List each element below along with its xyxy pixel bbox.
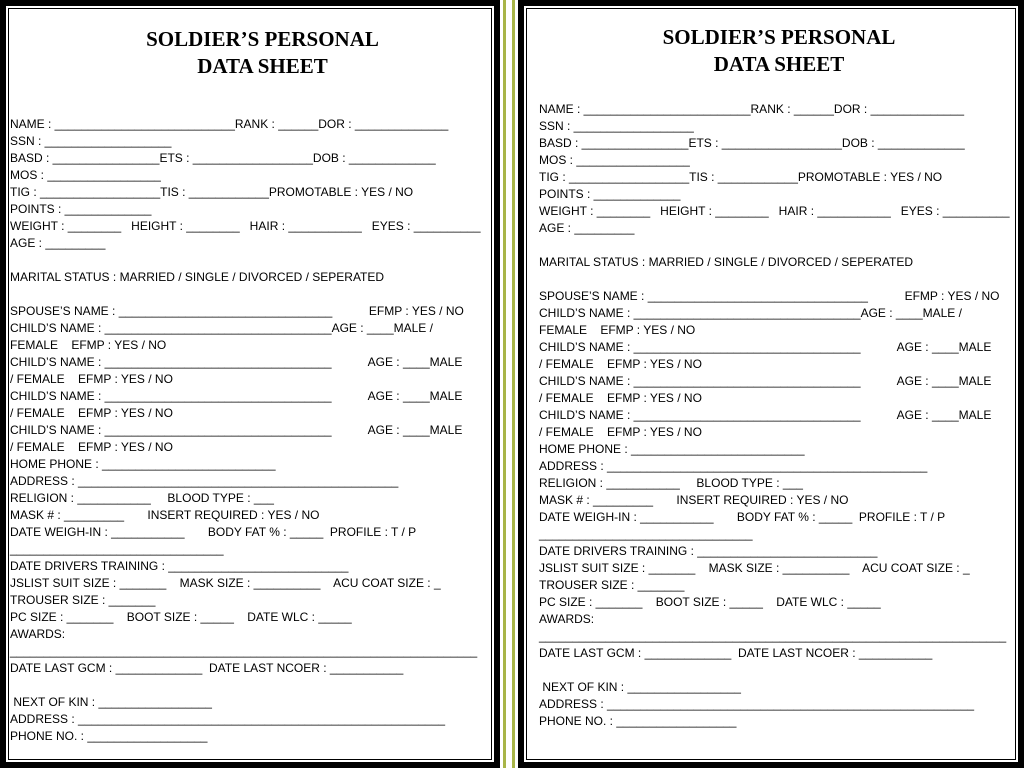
form-line: BASD : ________________ETS : __________________DOB : _____________ <box>10 151 436 165</box>
title-line-2: DATA SHEET <box>713 52 845 76</box>
form-line: TIG : __________________TIS : ____________PROMOTABLE : YES / NO <box>10 185 414 199</box>
form-line: PC SIZE : _______ BOOT SIZE : _____ DATE WLC : _____ <box>10 610 352 624</box>
form-line <box>539 271 1010 288</box>
form-line: ________________________________ <box>10 542 224 556</box>
form-line: DATE DRIVERS TRAINING : ___________________________ <box>10 559 349 573</box>
form-line: ______________________________________________________________________ <box>10 644 478 658</box>
form-line: AWARDS: <box>10 627 66 641</box>
form-line: PHONE NO. : __________________ <box>539 714 737 728</box>
form-line: ADDRESS : _______________________________________________________ <box>10 712 446 726</box>
form-line <box>539 662 1010 679</box>
form-line: TROUSER SIZE : _______ <box>10 593 156 607</box>
form-line: DATE WEIGH-IN : ___________ BODY FAT % : _____ PROFILE : T / P <box>539 510 946 524</box>
form-line: MOS : _________________ <box>539 153 690 167</box>
form-line: / FEMALE EFMP : YES / NO <box>539 425 702 439</box>
form-line: WEIGHT : ________ HEIGHT : ________ HAIR : ___________ EYES : __________ <box>10 219 481 233</box>
form-line: PHONE NO. : __________________ <box>10 729 208 743</box>
form-line: DATE DRIVERS TRAINING : ___________________________ <box>539 544 878 558</box>
form-line: FEMALE EFMP : YES / NO <box>539 323 696 337</box>
form-line: TROUSER SIZE : _______ <box>539 578 685 592</box>
form-line: MOS : _________________ <box>10 168 161 182</box>
form-line: AGE : _________ <box>539 221 635 235</box>
form-line: SSN : ___________________ <box>10 134 172 148</box>
form-line: CHILD’S NAME : __________________________________ AGE : ____MALE <box>10 355 463 369</box>
form-line: MASK # : _________ INSERT REQUIRED : YES / NO <box>10 508 320 522</box>
form-line: ______________________________________________________________________ <box>539 629 1007 643</box>
form-line <box>10 252 481 269</box>
form-line <box>10 286 481 303</box>
form-line: RELIGION : ___________ BLOOD TYPE : ___ <box>539 476 803 490</box>
form-line: / FEMALE EFMP : YES / NO <box>539 391 702 405</box>
form-line: WEIGHT : ________ HEIGHT : ________ HAIR : ___________ EYES : __________ <box>539 204 1010 218</box>
form-line: NEXT OF KIN : _________________ <box>539 680 741 694</box>
form-fields <box>539 101 1010 730</box>
form-line: MARITAL STATUS : MARRIED / SINGLE / DIVORCED / SEPERATED <box>539 255 914 269</box>
sheet-title <box>31 26 494 80</box>
form-line: ADDRESS : ________________________________________________ <box>539 459 928 473</box>
form-line: POINTS : _____________ <box>10 202 152 216</box>
form-line: CHILD’S NAME : __________________________________ AGE : ____MALE <box>539 374 992 388</box>
form-line: PC SIZE : _______ BOOT SIZE : _____ DATE WLC : _____ <box>539 595 881 609</box>
form-line: / FEMALE EFMP : YES / NO <box>10 372 173 386</box>
form-line: CHILD’S NAME : __________________________________ AGE : ____MALE <box>10 389 463 403</box>
form-line: FEMALE EFMP : YES / NO <box>10 338 167 352</box>
form-line <box>10 677 481 694</box>
form-line: MARITAL STATUS : MARRIED / SINGLE / DIVORCED / SEPERATED <box>10 270 385 284</box>
form-line: NAME : _________________________RANK : ______DOR : ______________ <box>539 102 965 116</box>
page-divider <box>500 0 518 768</box>
form-line: / FEMALE EFMP : YES / NO <box>10 440 173 454</box>
form-line: SSN : __________________ <box>539 119 694 133</box>
form-line: JSLIST SUIT SIZE : _______ MASK SIZE : __________ ACU COAT SIZE : _ <box>10 576 441 590</box>
form-line: DATE LAST GCM : _____________ DATE LAST NCOER : ___________ <box>539 646 933 660</box>
form-line: RELIGION : ___________ BLOOD TYPE : ___ <box>10 491 274 505</box>
title-line-1: SOLDIER’S PERSONAL <box>146 27 379 51</box>
form-line: SPOUSE’S NAME : _________________________________ EFMP : YES / NO <box>539 289 1000 303</box>
form-line: ________________________________ <box>539 527 753 541</box>
form-line: ADDRESS : ________________________________________________ <box>10 474 399 488</box>
form-line: TIG : __________________TIS : ____________PROMOTABLE : YES / NO <box>539 170 943 184</box>
form-line: SPOUSE’S NAME : ________________________________ EFMP : YES / NO <box>10 304 464 318</box>
form-line: CHILD’S NAME : __________________________________ AGE : ____MALE <box>539 408 992 422</box>
form-line: HOME PHONE : __________________________ <box>10 457 276 471</box>
data-sheet-right <box>518 0 1024 768</box>
title-line-1: SOLDIER’S PERSONAL <box>662 25 896 49</box>
form-line: / FEMALE EFMP : YES / NO <box>10 406 173 420</box>
form-fields <box>10 116 481 745</box>
form-line: AWARDS: <box>539 612 595 626</box>
form-line: CHILD’S NAME : __________________________________ AGE : ____MALE <box>10 423 463 437</box>
form-line: NAME : ___________________________RANK : ______DOR : ______________ <box>10 117 449 131</box>
form-line: CHILD’S NAME : __________________________________AGE : ____MALE / <box>10 321 433 335</box>
form-line: BASD : ________________ETS : __________________DOB : _____________ <box>539 136 965 150</box>
form-line: POINTS : _____________ <box>539 187 681 201</box>
form-line: HOME PHONE : __________________________ <box>539 442 805 456</box>
form-line: DATE WEIGH-IN : ___________ BODY FAT % : _____ PROFILE : T / P <box>10 525 417 539</box>
form-line: AGE : _________ <box>10 236 106 250</box>
form-line <box>539 237 1010 254</box>
form-line: / FEMALE EFMP : YES / NO <box>539 357 702 371</box>
form-line: MASK # : _________ INSERT REQUIRED : YES / NO <box>539 493 849 507</box>
form-line: DATE LAST GCM : _____________ DATE LAST NCOER : ___________ <box>10 661 404 675</box>
form-line: JSLIST SUIT SIZE : _______ MASK SIZE : __________ ACU COAT SIZE : _ <box>539 561 970 575</box>
form-line: CHILD’S NAME : __________________________________AGE : ____MALE / <box>539 306 962 320</box>
form-line: NEXT OF KIN : _________________ <box>10 695 212 709</box>
form-line: CHILD’S NAME : __________________________________ AGE : ____MALE <box>539 340 992 354</box>
sheet-title <box>540 24 1018 78</box>
title-line-2: DATA SHEET <box>197 54 328 78</box>
form-line: ADDRESS : _______________________________________________________ <box>539 697 975 711</box>
data-sheet-left <box>0 0 500 768</box>
